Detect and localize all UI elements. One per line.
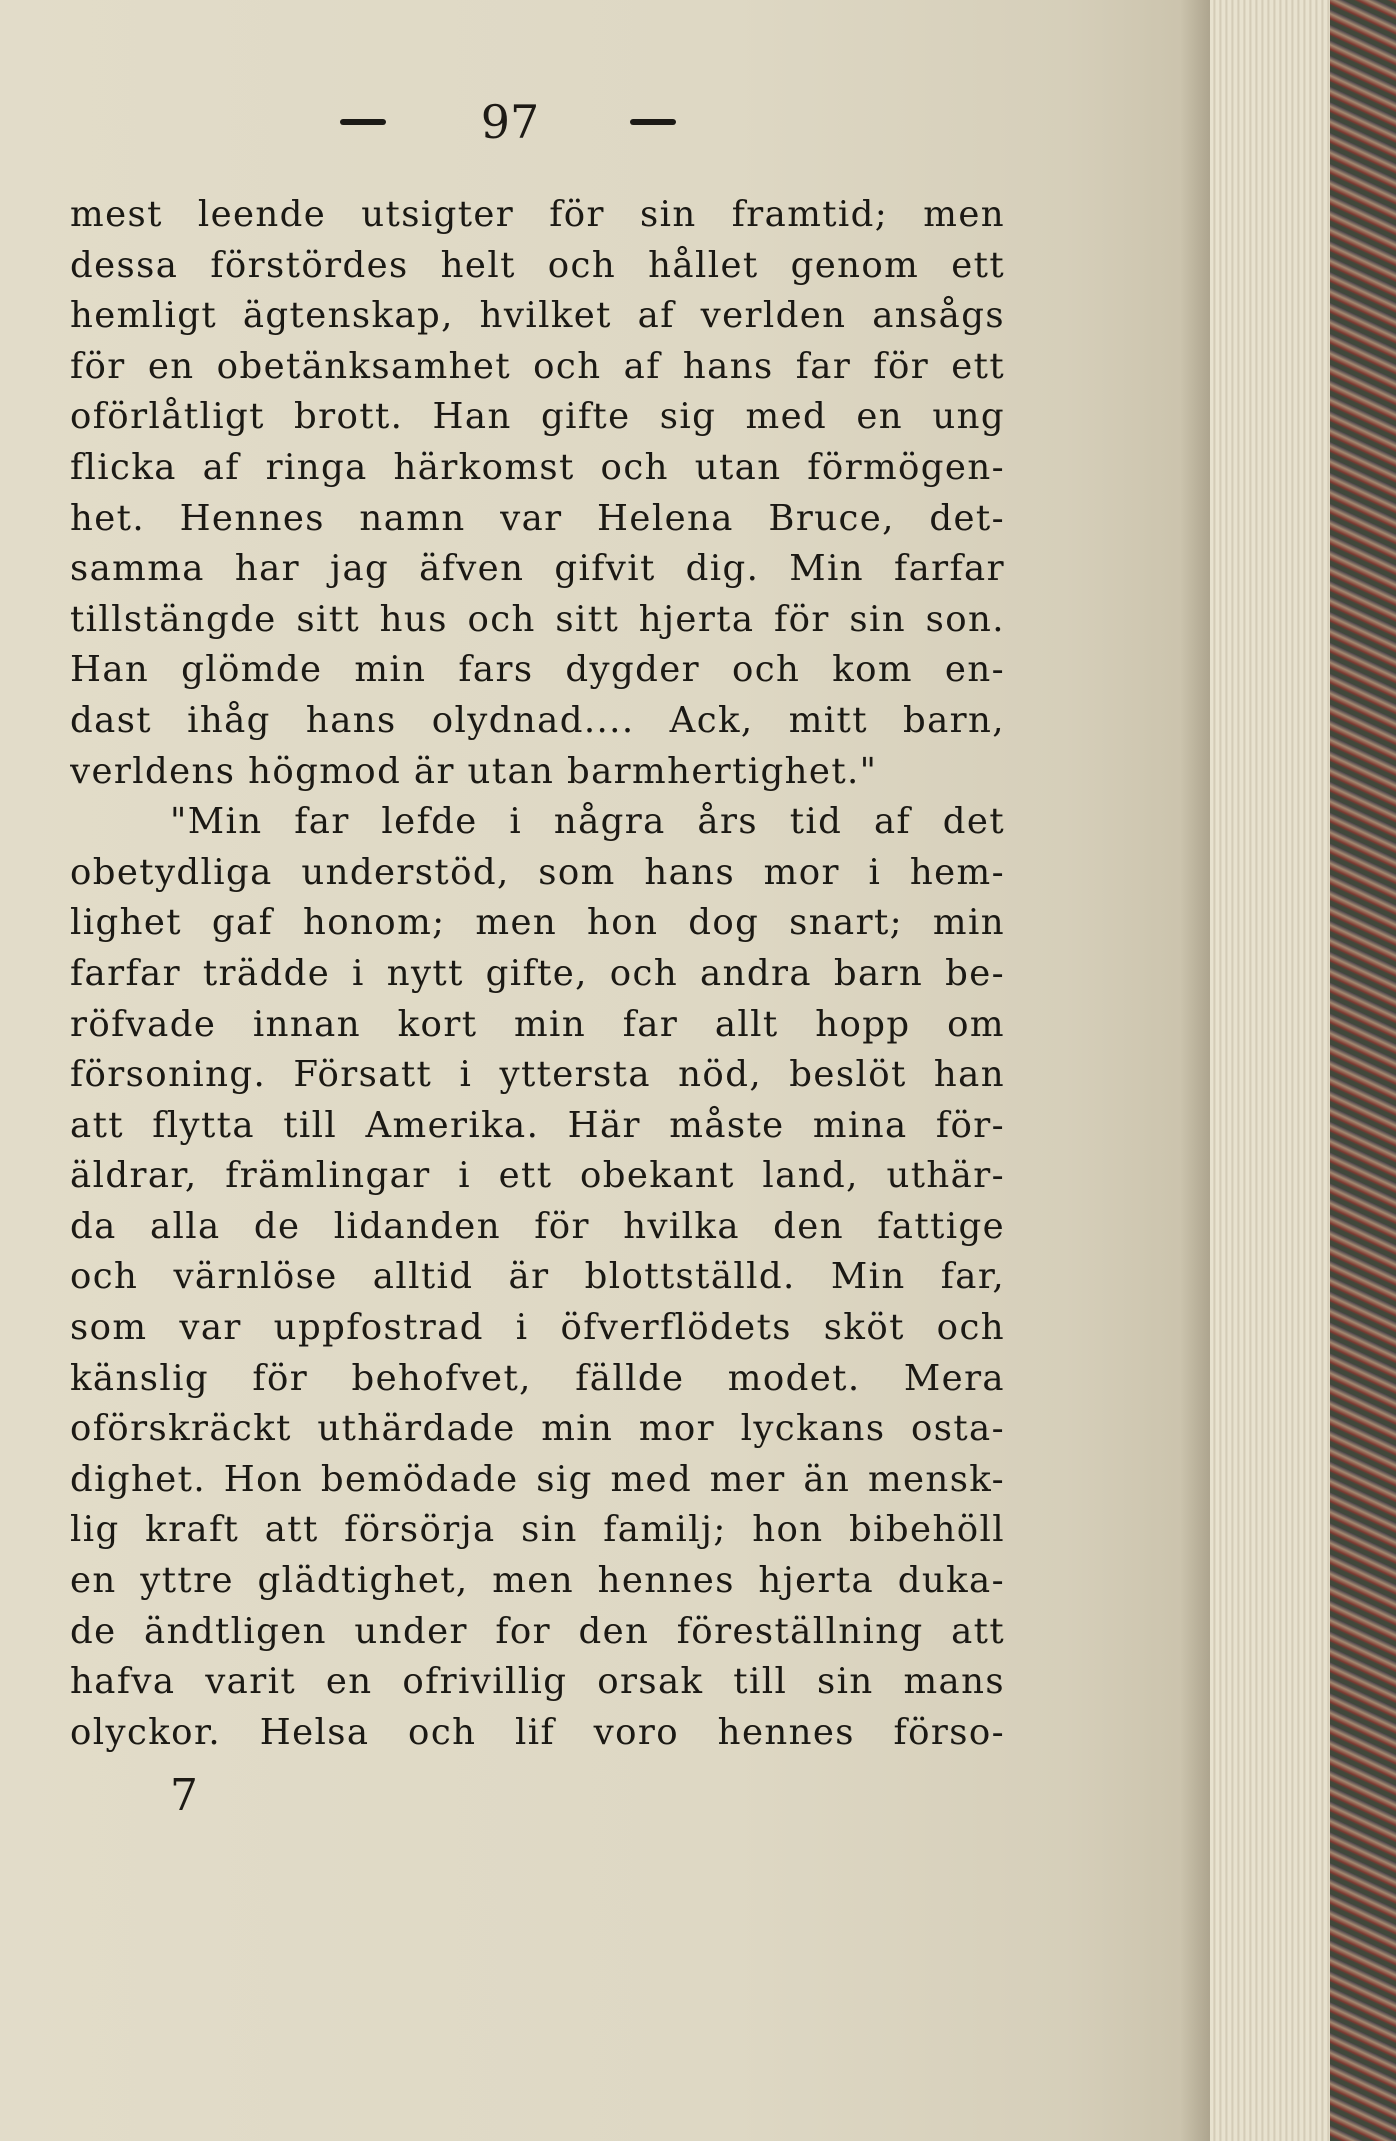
page-fold-shadow [1180,0,1210,2141]
text-line: dast ihåg hans olydnad.... Ack, mitt barn, [70,699,1005,741]
text-line: Han glömde min fars dygder och kom en- [70,649,1005,691]
text-line: oförskräckt uthärdade min mor lyckans osta- [70,1408,1005,1450]
text-line: flicka af ringa härkomst och utan förmögen- [70,446,1005,488]
text-line: äldrar, främlingar i ett obekant land, uthär- [70,1155,1005,1197]
page-number: 97 [480,95,540,149]
text-line: olyckor. Helsa och lif voro hennes förso- [70,1711,1005,1753]
text-line: obetydliga understöd, som hans mor i hem- [70,851,1005,893]
text-line: tillstängde sitt hus och sitt hjerta för sin son. [70,598,1005,640]
text-line: mest leende utsigter för sin framtid; men [70,194,1005,235]
header-rule-left [340,119,386,125]
text-line: lig kraft att försörja sin familj; hon bibehöll [70,1509,1005,1551]
text-line: "Min far lefde i några års tid af det [170,801,1005,843]
text-line: lighet gaf honom; men hon dog snart; min [70,902,1005,944]
text-line: da alla de lidanden för hvilka den fattige [70,1205,1005,1247]
text-line: dessa förstördes helt och hållet genom ett [70,244,1005,286]
signature-mark: 7 [170,1770,198,1821]
marbled-cover-edge [1330,0,1396,2141]
text-line: röfvade innan kort min far allt hopp om [70,1003,1005,1045]
text-line: som var uppfostrad i öfverflödets sköt och [70,1307,1005,1349]
text-line: känslig för behofvet, fällde modet. Mera [70,1357,1005,1399]
text-line: och värnlöse alltid är blottställd. Min far, [70,1256,1005,1298]
header-rule-right [630,119,676,125]
text-line: oförlåtligt brott. Han gifte sig med en ung [70,396,1005,438]
text-line: samma har jag äfven gifvit dig. Min farfar [70,548,1005,590]
text-line: för en obetänksamhet och af hans far för ett [70,345,1005,387]
page-edges [1210,0,1330,2141]
text-line: dighet. Hon bemödade sig med mer än mensk- [70,1458,1005,1500]
text-line: en yttre glädtighet, men hennes hjerta duka- [70,1560,1005,1602]
text-line: verldens högmod är utan barmhertighet." [70,750,878,792]
text-line: het. Hennes namn var Helena Bruce, det- [70,497,1005,539]
body-text [70,190,1005,1758]
page-header [300,95,720,155]
text-line: att flytta till Amerika. Här måste mina för- [70,1104,1005,1146]
text-line: farfar trädde i nytt gifte, och andra barn be- [70,952,1005,994]
text-line: hafva varit en ofrivillig orsak till sin mans [70,1661,1005,1703]
text-line: de ändtligen under for den föreställning att [70,1610,1005,1652]
text-line: hemligt ägtenskap, hvilket af verlden ansågs [70,295,1005,337]
text-line: försoning. Försatt i yttersta nöd, beslöt han [70,1054,1005,1096]
